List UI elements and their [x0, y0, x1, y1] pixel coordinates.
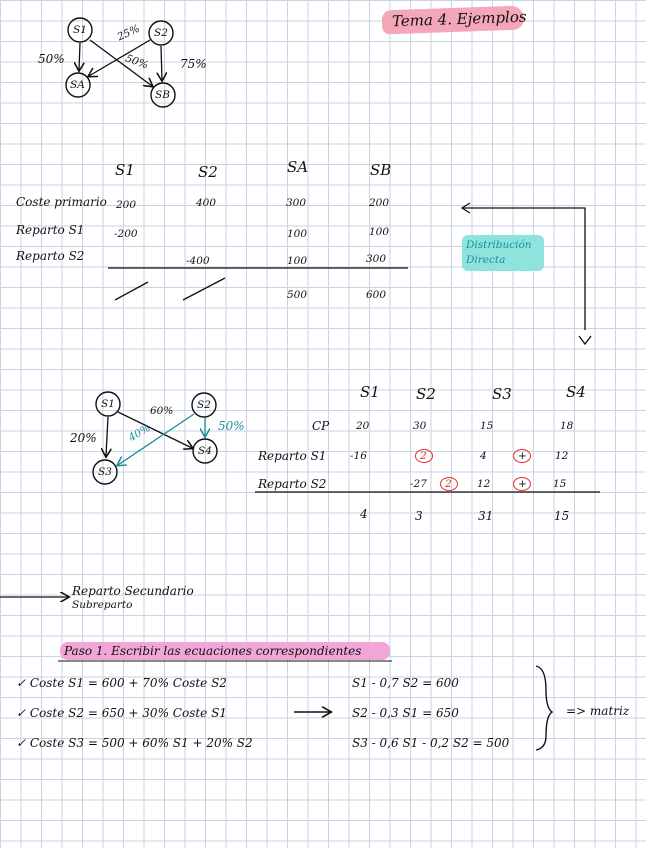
t2-total: 4: [360, 507, 368, 521]
equals-sign: 2: [445, 478, 452, 490]
node2-s4-label: S4: [198, 445, 212, 457]
t2-cell: 4: [480, 450, 487, 462]
t1-cell: -200: [114, 228, 138, 240]
t2-row-label: CP: [312, 419, 330, 433]
t1-total: 500: [287, 289, 308, 301]
pct2-s1-s3: 20%: [70, 431, 97, 445]
plus-sign: +: [518, 450, 527, 462]
t1-cell: 200: [116, 199, 137, 211]
page-title: Tema 4. Ejemplos: [391, 7, 527, 31]
t1-total: 600: [366, 289, 387, 301]
t2-header-s3: S3: [492, 385, 512, 403]
t2-cell: 15: [480, 420, 494, 432]
t1-header-sa: SA: [287, 158, 309, 176]
equation-left: ✓ Coste S1 = 600 + 70% Coste S2: [16, 676, 227, 690]
t1-cell: -400: [186, 255, 210, 267]
pct-s2-sa: 25%: [115, 22, 142, 44]
node2-s3-label: S3: [98, 466, 112, 478]
t2-row-label: Reparto S2: [258, 477, 327, 491]
t1-header-sb: SB: [370, 161, 392, 179]
direct-arrow: [462, 208, 585, 330]
t2-cell: 20: [356, 420, 370, 432]
strike-s2: [183, 278, 225, 300]
t1-header-s1: S1: [115, 161, 135, 179]
node2-s1-label: S1: [101, 398, 115, 410]
distribucion-line1: Distribución: [466, 239, 532, 251]
arrow2-s1-s4: [118, 412, 192, 448]
t1-header-s2: S2: [198, 163, 218, 181]
pct-s2-sb: 75%: [180, 57, 207, 71]
node-s1-label: S1: [73, 24, 87, 36]
t2-cell: 12: [477, 478, 491, 490]
equation-right: S1 - 0,7 S2 = 600: [352, 676, 459, 690]
t2-total: 31: [478, 509, 494, 523]
t2-header-s2: S2: [416, 385, 436, 403]
t1-cell: 300: [366, 253, 387, 265]
paso-heading: Paso 1. Escribir las ecuaciones correspondientes: [64, 644, 362, 658]
t1-row-label: Reparto S2: [16, 249, 85, 263]
t1-row-label: Reparto S1: [16, 223, 85, 237]
equation-left: ✓ Coste S3 = 500 + 60% S1 + 20% S2: [16, 736, 253, 750]
t1-row-label: Coste primario: [16, 195, 107, 209]
matriz-label: => matriz: [566, 704, 630, 718]
t1-cell: 100: [369, 226, 390, 238]
t2-cell-circled: 2: [420, 450, 427, 462]
right-brace: [536, 666, 552, 750]
pct2-s2-s3: 40%: [126, 422, 153, 445]
t1-cell: 300: [286, 197, 307, 209]
arrow-s1-sa: [79, 43, 80, 70]
t1-cell: 400: [196, 197, 217, 209]
pct-s1-sb: 50%: [123, 52, 150, 72]
t2-cell: 12: [555, 450, 569, 462]
t1-cell: 100: [287, 228, 308, 240]
t2-cell: 18: [560, 420, 574, 432]
pct2-s1-s4: 60%: [150, 405, 174, 417]
t2-header-s1: S1: [360, 383, 380, 401]
strike-s1: [115, 282, 148, 300]
distribucion-line2: Directa: [466, 254, 506, 266]
pct-s1-sa: 50%: [38, 52, 65, 66]
secundario-line2: Subreparto: [72, 599, 133, 611]
pct2-s2-s4: 50%: [218, 419, 245, 433]
arrow-s2-sb: [161, 46, 162, 80]
node2-s2-label: S2: [197, 399, 211, 411]
plus-sign: +: [518, 478, 527, 490]
t2-cell: 30: [413, 420, 427, 432]
t1-cell: 200: [369, 197, 390, 209]
equation-left: ✓ Coste S2 = 650 + 30% Coste S1: [16, 706, 227, 720]
equation-right: S2 - 0,3 S1 = 650: [352, 706, 459, 720]
secundario-line1: Reparto Secundario: [72, 584, 194, 598]
node-sb-label: SB: [155, 89, 170, 101]
t2-cell: -16: [350, 450, 367, 462]
node-sa-label: SA: [70, 79, 85, 91]
t2-cell: -27: [410, 478, 427, 490]
equation-right: S3 - 0,6 S1 - 0,2 S2 = 500: [352, 736, 510, 750]
t2-total: 3: [415, 509, 423, 523]
t2-row-label: Reparto S1: [258, 449, 327, 463]
arrow2-s1-s3: [106, 417, 108, 456]
t2-header-s4: S4: [566, 383, 586, 401]
t2-cell: 15: [553, 478, 567, 490]
t1-cell: 100: [287, 255, 308, 267]
t2-total: 15: [554, 509, 570, 523]
node-s2-label: S2: [154, 27, 168, 39]
